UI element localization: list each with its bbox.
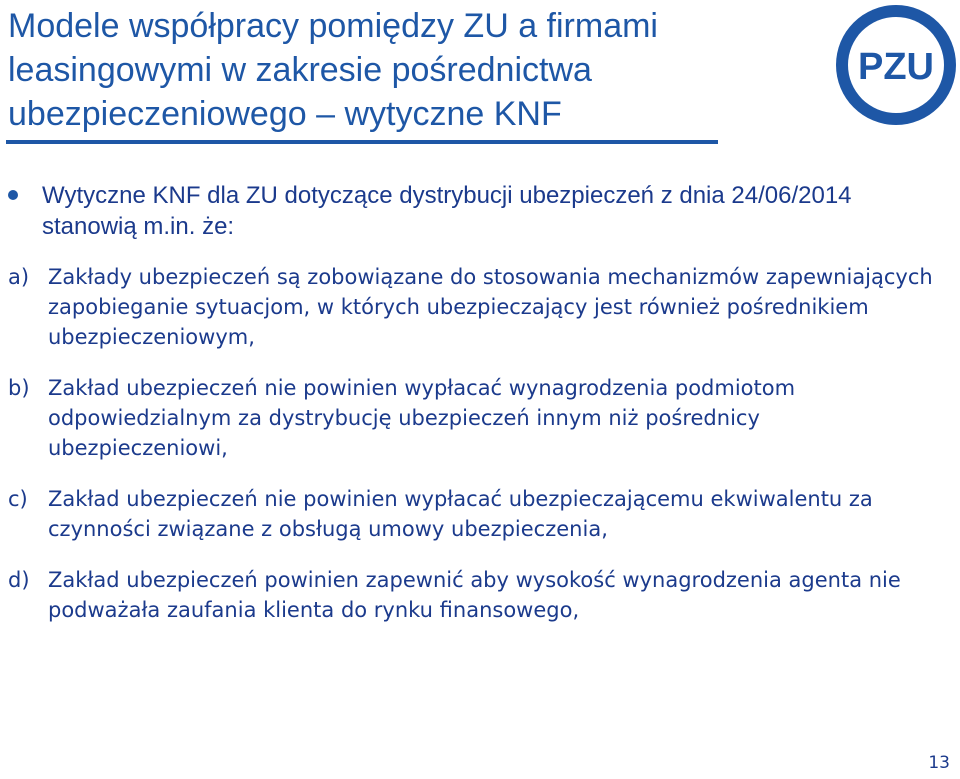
intro-bullet xyxy=(8,180,908,242)
list-item xyxy=(8,484,943,544)
list-item-marker: b) xyxy=(8,376,30,400)
bullet-dot-icon xyxy=(8,190,18,200)
list-item-marker: c) xyxy=(8,487,28,511)
list-item-text: Zakład ubezpieczeń nie powinien wypłacać wynagrodzenia podmiotom odpowiedzialnym za dystrybucję ubezpieczeń innym niż pośrednicy ubezpieczeniowi, xyxy=(48,376,796,460)
slide-title: Modele współpracy pomiędzy ZU a firmami leasingowymi w zakresie pośrednictwa ubezpieczeniowego – wytyczne KNF xyxy=(8,7,658,133)
list-item-text: Zakład ubezpieczeń nie powinien wypłacać ubezpieczającemu ekwiwalentu za czynności związane z obsługą umowy ubezpieczenia, xyxy=(48,487,873,541)
pzu-logo-icon xyxy=(835,4,957,126)
intro-bullet-text: Wytyczne KNF dla ZU dotyczące dystrybucji ubezpieczeń z dnia 24/06/2014 stanowią m.in. że: xyxy=(42,182,852,240)
page-number: 13 xyxy=(928,753,950,773)
list-item xyxy=(8,373,943,463)
list-item xyxy=(8,262,943,352)
list-item-text: Zakład ubezpieczeń powinien zapewnić aby wysokość wynagrodzenia agenta nie podważała zaufania klienta do rynku finansowego, xyxy=(48,568,901,622)
list-item-text: Zakłady ubezpieczeń są zobowiązane do stosowania mechanizmów zapewniających zapobieganie sytuacjom, w których ubezpieczający jest również pośrednikiem ubezpieczeniowym, xyxy=(48,265,933,349)
list-item-marker: a) xyxy=(8,265,30,289)
guidelines-list xyxy=(8,262,943,625)
pzu-logo-text: PZU xyxy=(858,46,934,88)
list-item-marker: d) xyxy=(8,568,30,592)
list-item xyxy=(8,565,943,625)
pzu-logo xyxy=(835,4,957,126)
title-underline xyxy=(6,140,718,144)
